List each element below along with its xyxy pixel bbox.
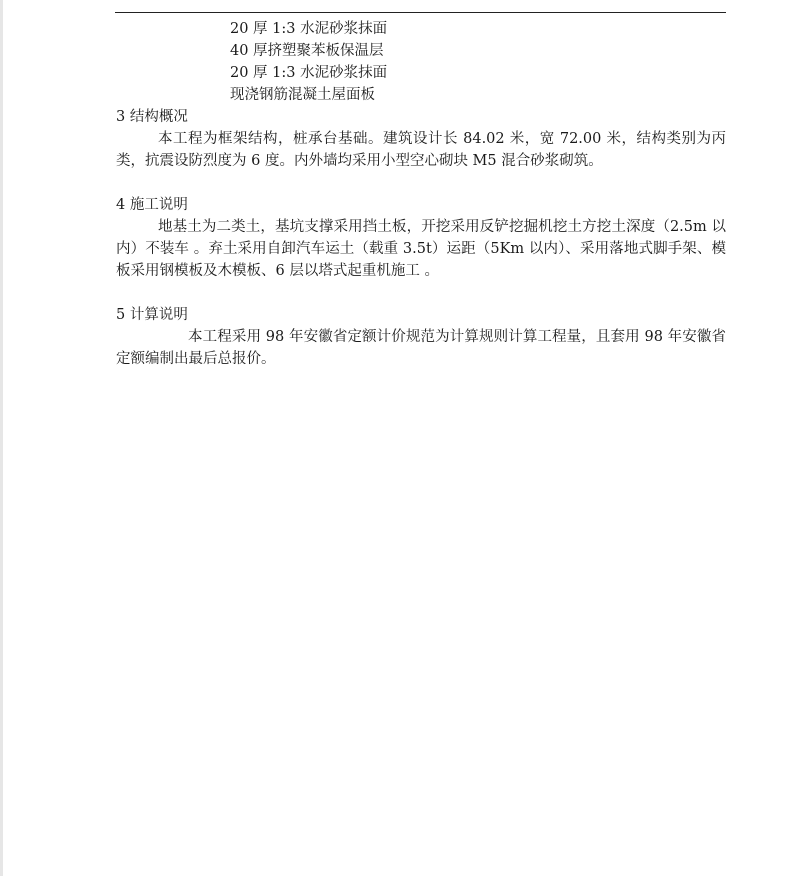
section-heading-construction: 4 施工说明 [116, 197, 188, 213]
roof-layer-item: 20 厚 1:3 水泥砂浆抹面 [230, 21, 388, 37]
section-body-calculation: 本工程采用 98 年安徽省定额计价规范为计算规则计算工程量，且套用 98 年安徽省定额编制出最后总报价。 [116, 329, 726, 367]
roof-layer-item: 现浇钢筋混凝土屋面板 [230, 87, 375, 103]
section-heading-calculation: 5 计算说明 [116, 307, 188, 323]
roof-layer-item: 40 厚挤塑聚苯板保温层 [230, 43, 384, 59]
spacer [116, 172, 726, 194]
document-body [116, 18, 726, 370]
section-body-structure: 本工程为框架结构，桩承台基础。建筑设计长 84.02 米，宽 72.00 米，结构类别为丙类，抗震设防烈度为 6 度。内外墙均采用小型空心砌块 M5 混合砂浆砌筑。 [116, 131, 726, 169]
section-body-construction: 地基土为二类土，基坑支撑采用挡土板，开挖采用反铲挖掘机挖土方挖土深度（2.5m 以内）不装车 。弃土采用自卸汽车运土（载重 3.5t）运距（5Km 以内）、采用落地式脚手架、模板采用钢模板及木模板、6 层以塔式起重机施工 。 [116, 219, 726, 279]
roof-layer-item: 20 厚 1:3 水泥砂浆抹面 [230, 65, 388, 81]
section-heading-structure: 3 结构概况 [116, 109, 188, 125]
page-edge [0, 0, 3, 876]
header-rule [115, 12, 726, 13]
spacer [116, 282, 726, 304]
